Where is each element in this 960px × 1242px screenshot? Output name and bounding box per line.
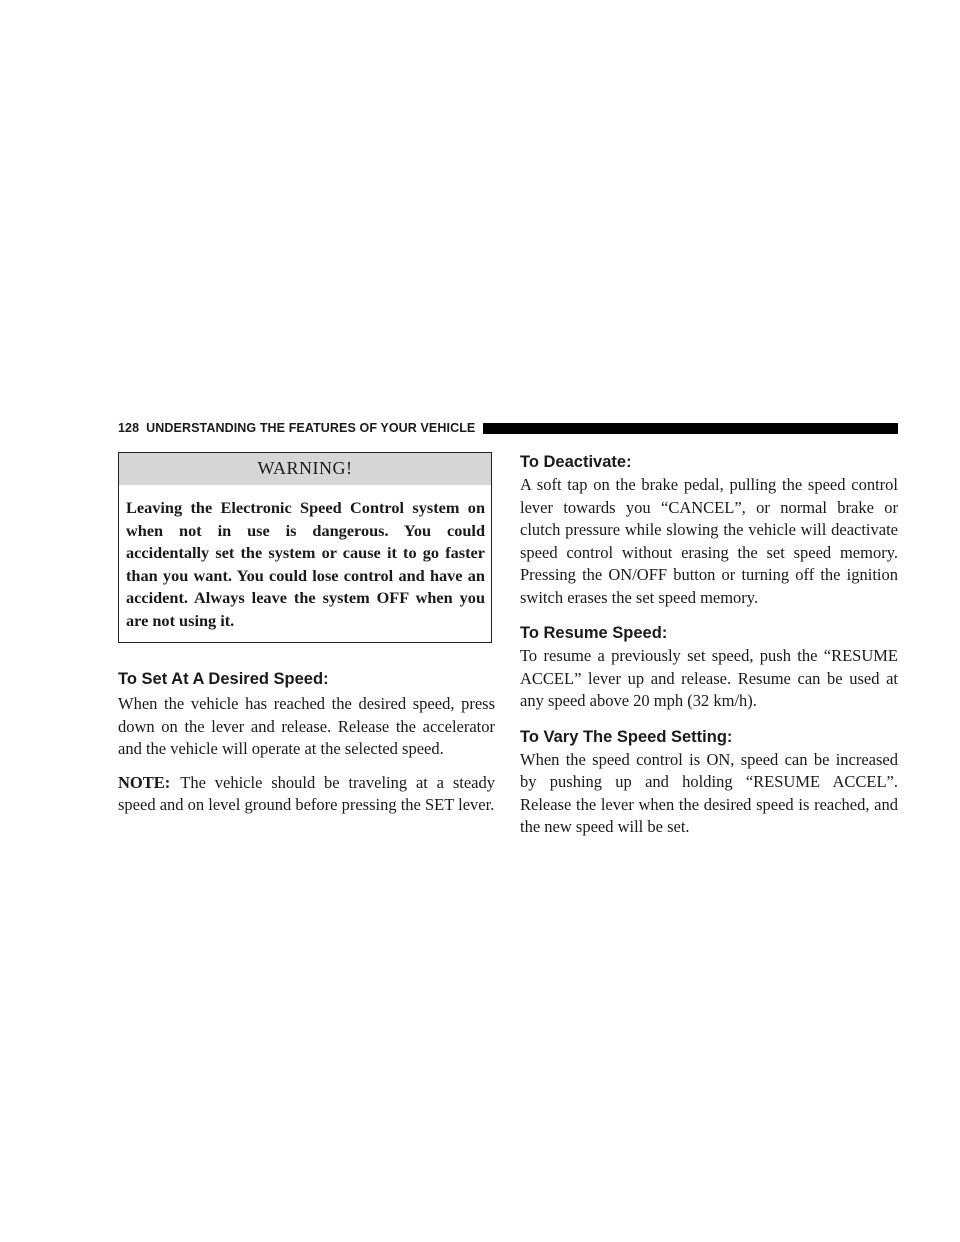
left-column [118,452,495,817]
note-text: The vehicle should be traveling at a steady speed and on level ground before pressing the SET lever. [118,772,495,814]
right-column [520,452,898,839]
note-paragraph [118,772,495,817]
header-rule [483,423,898,434]
warning-text: Leaving the Electronic Speed Control system on when not in use is dangerous. You could accidentally set the system or cause it to go faster than you want. You could lose control and have an accident. Always leave the system OFF when you are not using it. [126,498,485,630]
paragraph-set-speed: When the vehicle has reached the desired speed, press down on the lever and release. Release the accelerator and the vehicle will operate at the selected speed. [118,694,495,758]
warning-title: WARNING! [119,453,491,485]
page-header [118,417,898,439]
section-title: UNDERSTANDING THE FEATURES OF YOUR VEHICLE [146,421,476,435]
paragraph-resume: To resume a previously set speed, push the “RESUME ACCEL” lever up and release. Resume can be used at any speed above 20 mph (32 km/h). [520,646,898,710]
heading-resume: To Resume Speed: [520,624,668,642]
page-number: 128 [118,421,140,435]
heading-set-speed: To Set At A Desired Speed: [118,670,329,688]
paragraph-vary-speed: When the speed control is ON, speed can be increased by pushing up and holding “RESUME ACCEL”. Release the lever when the desired speed is reached, and the new speed will be set. [520,749,898,836]
heading-deactivate: To Deactivate: [520,453,632,471]
heading-vary-speed: To Vary The Speed Setting: [520,727,733,746]
paragraph-deactivate: A soft tap on the brake pedal, pulling the speed control lever towards you “CANCEL”, or normal brake or clutch pressure while slowing the vehicle will deactivate speed control without erasing the set speed memory. Pressing the ON/OFF button or turning off the ignition switch erases the set speed memory. [520,475,898,607]
note-label: NOTE: [118,772,171,792]
warning-box [118,452,492,643]
